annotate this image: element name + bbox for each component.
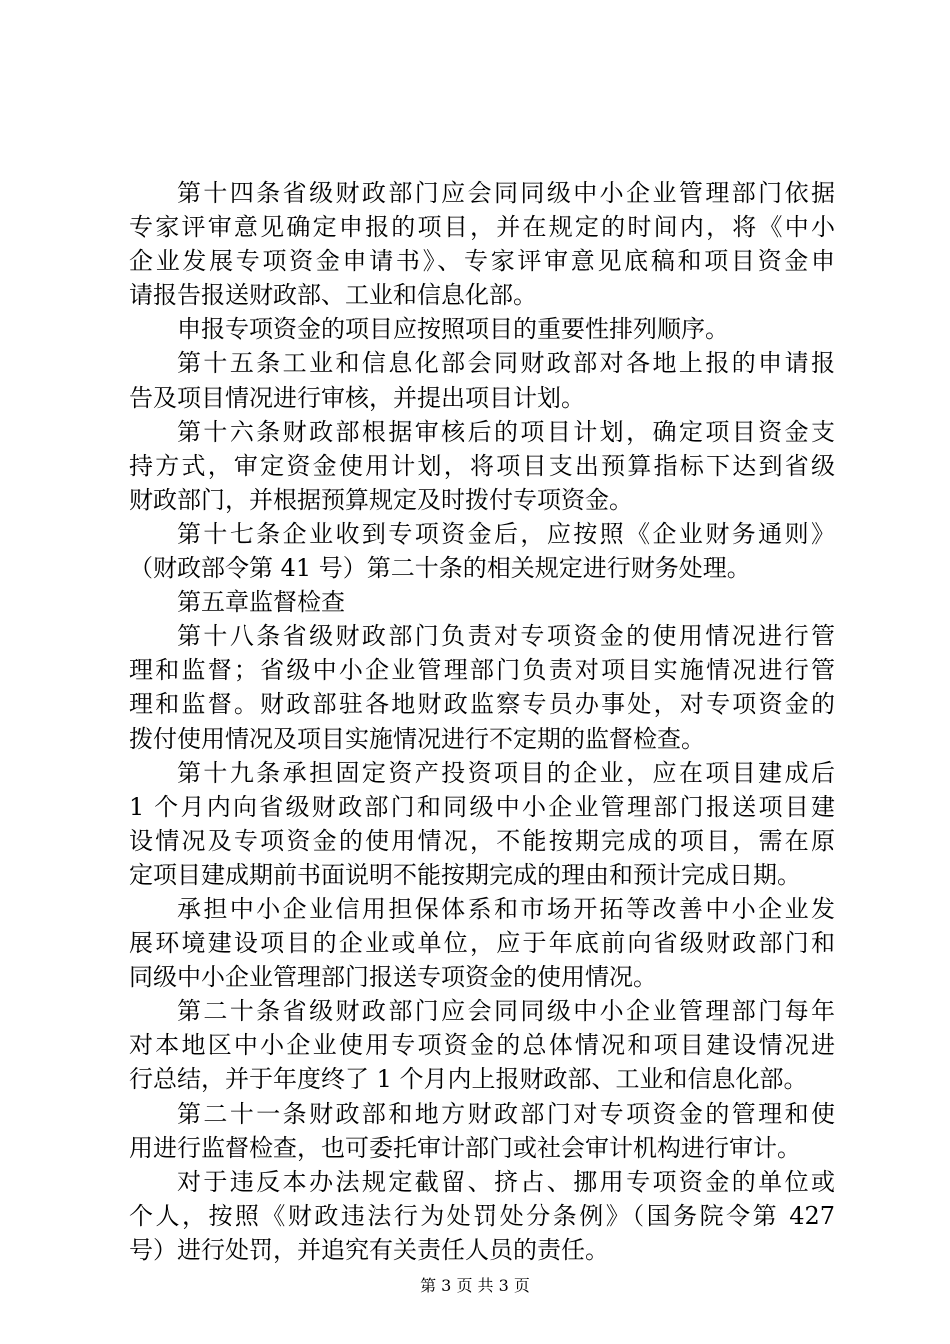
text-line: 1 个月内向省级财政部门和同级中小企业管理部门报送项目建	[129, 792, 835, 821]
document-body	[129, 176, 835, 1267]
text-line: 展环境建设项目的企业或单位，应于年底前向省级财政部门和	[129, 929, 835, 958]
text-line: 申报专项资金的项目应按照项目的重要性排列顺序。	[177, 315, 729, 344]
text-line: 对本地区中小企业使用专项资金的总体情况和项目建设情况进	[129, 1031, 835, 1060]
text-line: 第二十条省级财政部门应会同同级中小企业管理部门每年	[177, 997, 835, 1026]
text-line: 第十九条承担固定资产投资项目的企业，应在项目建成后	[177, 758, 835, 787]
text-line: 持方式，审定资金使用计划，将项目支出预算指标下达到省级	[129, 451, 835, 480]
text-line: 第二十一条财政部和地方财政部门对专项资金的管理和使	[177, 1099, 835, 1128]
text-line: 第十五条工业和信息化部会同财政部对各地上报的申请报	[177, 349, 835, 378]
text-line: 对于违反本办法规定截留、挤占、挪用专项资金的单位或	[177, 1167, 835, 1196]
page-footer: 第 3 页 共 3 页	[420, 1276, 530, 1295]
text-line: 定项目建成期前书面说明不能按期完成的理由和预计完成日期。	[129, 860, 801, 889]
text-line: 同级中小企业管理部门报送专项资金的使用情况。	[129, 963, 657, 992]
text-line: 行总结，并于年度终了 1 个月内上报财政部、工业和信息化部。	[129, 1065, 808, 1094]
text-line: 企业发展专项资金申请书》、专家评审意见底稿和项目资金申	[129, 247, 835, 276]
text-line: 拨付使用情况及项目实施情况进行不定期的监督检查。	[129, 724, 705, 753]
text-line: 理和监督。财政部驻各地财政监察专员办事处，对专项资金的	[129, 690, 835, 719]
text-line: 第五章监督检查	[177, 588, 345, 617]
text-line: 财政部门，并根据预算规定及时拨付专项资金。	[129, 485, 633, 514]
text-line: 设情况及专项资金的使用情况，不能按期完成的项目，需在原	[129, 826, 835, 855]
text-line: 承担中小企业信用担保体系和市场开拓等改善中小企业发	[177, 894, 835, 923]
text-line: 第十七条企业收到专项资金后，应按照《企业财务通则》	[177, 519, 835, 548]
text-line: 用进行监督检查，也可委托审计部门或社会审计机构进行审计。	[129, 1133, 801, 1162]
text-line: 个人，按照《财政违法行为处罚处分条例》（国务院令第 427	[129, 1201, 835, 1230]
text-line: 第十四条省级财政部门应会同同级中小企业管理部门依据	[177, 179, 835, 207]
text-line: （财政部令第 41 号）第二十条的相关规定进行财务处理。	[129, 554, 751, 583]
text-line: 第十八条省级财政部门负责对专项资金的使用情况进行管	[177, 622, 835, 651]
text-line: 号）进行处罚，并追究有关责任人员的责任。	[129, 1235, 609, 1264]
text-line: 第十六条财政部根据审核后的项目计划，确定项目资金支	[177, 417, 835, 446]
text-line: 告及项目情况进行审核，并提出项目计划。	[129, 383, 585, 412]
text-line: 理和监督；省级中小企业管理部门负责对项目实施情况进行管	[129, 656, 835, 685]
text-line: 请报告报送财政部、工业和信息化部。	[129, 281, 537, 310]
text-line: 专家评审意见确定申报的项目，并在规定的时间内，将《中小	[129, 213, 835, 242]
